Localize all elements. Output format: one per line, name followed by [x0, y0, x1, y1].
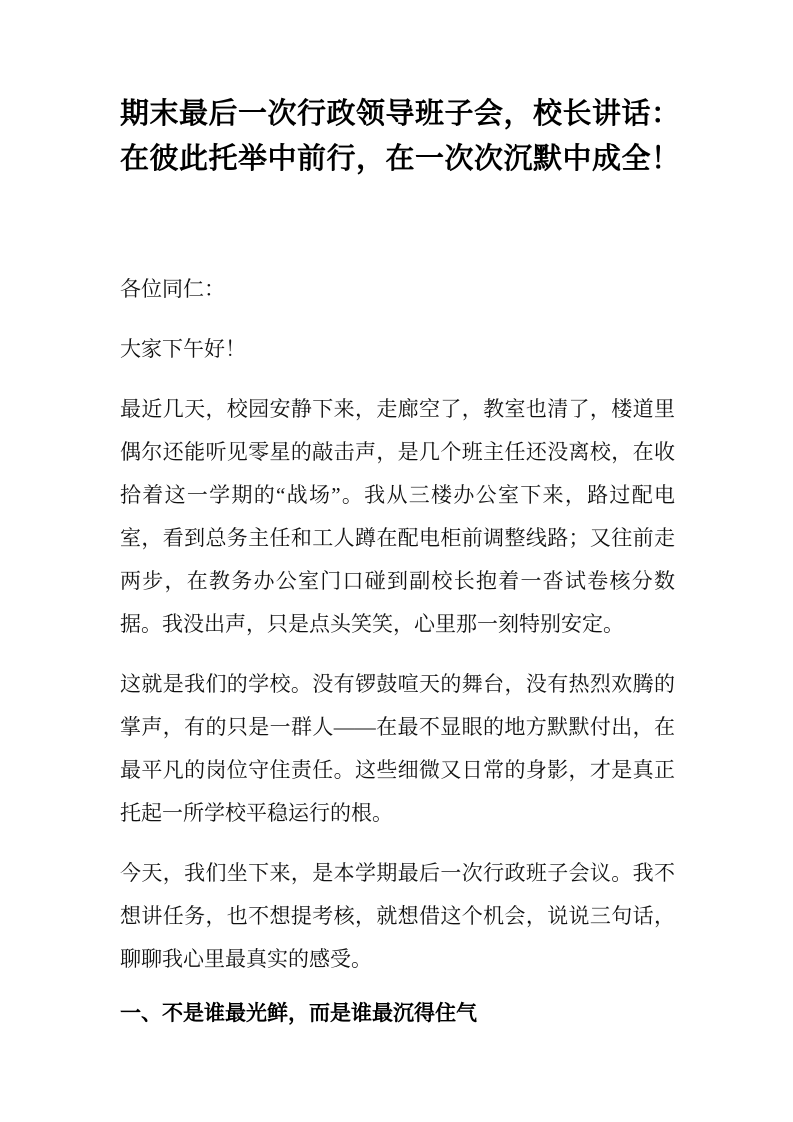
- document-title-line-2: 在彼此托举中前行，在一次次沉默中成全！: [120, 143, 681, 175]
- document-title-line-1: 期末最后一次行政领导班子会，校长讲话：: [120, 98, 681, 130]
- salutation-paragraph: 各位同仁：: [120, 277, 225, 301]
- body-paragraph: 最近几天，校园安静下来，走廊空了，教室也清了，楼道里偶尔还能听见零星的敲击声，是几个班主任还没离校，在收拾着这一学期的“战场”。我从三楼办公室下来，路过配电室，看到总务主任和工人蹲在配电柜前调整线路；又往前走两步，在教务办公室门口碰到副校长抱着一沓试卷核分数据。我没出声，只是点头笑笑，心里那一刻特别安定。: [120, 397, 675, 636]
- body-paragraph: 这就是我们的学校。没有锣鼓喧天的舞台，没有热烈欢腾的掌声，有的只是一群人——在最不显眼的地方默默付出，在最平凡的岗位守住责任。这些细微又日常的身影，才是真正托起一所学校平稳运行的根。: [120, 672, 675, 825]
- greeting-paragraph: 大家下午好！: [120, 337, 246, 361]
- body-paragraph: 今天，我们坐下来，是本学期最后一次行政班子会议。我不想讲任务，也不想提考核，就想借这个机会，说说三句话，聊聊我心里最真实的感受。: [120, 861, 675, 971]
- document-title: [120, 92, 681, 182]
- section-heading: 一、不是谁最光鲜，而是谁最沉得住气: [120, 1002, 477, 1025]
